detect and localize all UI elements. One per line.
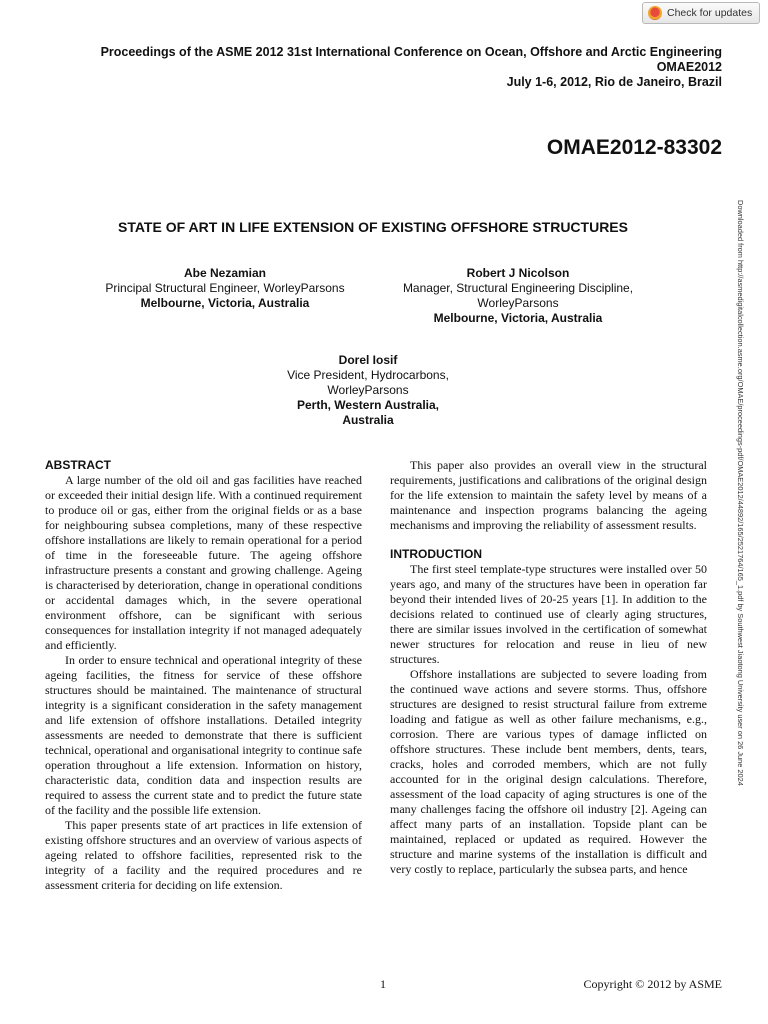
introduction-heading: INTRODUCTION	[390, 547, 482, 561]
author-role: Principal Structural Engineer, WorleyParsons	[105, 281, 345, 295]
author-name: Abe Nezamian	[183, 266, 267, 280]
author-name: Robert J Nicolson	[466, 266, 570, 280]
author-location-line2: Australia	[342, 413, 394, 427]
author-block-1	[90, 266, 360, 311]
right-column	[390, 458, 707, 877]
conference-abbrev: OMAE2012	[656, 60, 722, 74]
abstract-paragraph: This paper presents state of art practices in life extension of existing offshore structures and an overview of various aspects of ageing related to offshore facilities, represented risk to the integrity of a facility and the required procedures and re assessment criteria for deciding on life extension.	[45, 818, 362, 892]
download-watermark	[733, 200, 747, 820]
crossmark-icon	[648, 6, 662, 20]
author-location: Melbourne, Victoria, Australia	[140, 296, 310, 310]
abstract-heading: ABSTRACT	[45, 458, 111, 472]
author-role-line1: Manager, Structural Engineering Discipline,	[402, 281, 634, 295]
author-role-line2: WorleyParsons	[327, 383, 409, 397]
author-location-line1: Perth, Western Australia,	[296, 398, 440, 412]
abstract-paragraph: A large number of the old oil and gas facilities have reached or exceeded their initial design life. With a continued requirement to produce oil or gas, either from the original fields or as a base for neighbouring subsea completions, many of these respective offshore installations are likely to remain operational for a period of time in the foreseeable future. The ageing offshore infrastructure presents a constant and growing challenge. Ageing is characterised by deterioration, change in operational conditions or accidental damages which, in the severe operational environment offshore, can be significant with serious consequences for installation integrity if not managed adequately and efficiently.	[45, 473, 362, 652]
check-for-updates-label: Check for updates	[667, 7, 753, 19]
proceedings-title: Proceedings of the ASME 2012 31st International Conference on Ocean, Offshore and Arctic Engineering	[100, 45, 722, 59]
author-role-line1: Vice President, Hydrocarbons,	[287, 368, 449, 382]
paper-title: STATE OF ART IN LIFE EXTENSION OF EXISTING OFFSHORE STRUCTURES	[118, 219, 628, 235]
author-block-2	[380, 266, 656, 326]
page-number: 1	[380, 977, 386, 991]
conference-date-location: July 1-6, 2012, Rio de Janeiro, Brazil	[506, 75, 722, 89]
check-for-updates-button[interactable]	[642, 2, 760, 24]
author-location: Melbourne, Victoria, Australia	[433, 311, 603, 325]
introduction-paragraph: Offshore installations are subjected to severe loading from the continued wave actions and severe storms. Thus, offshore structures are designed to resist structural failure from extreme loading and fatigue as well as other failure mechanisms, e.g., corrosion. There are various types of damage inflicted on offshore structures. These include bent members, dents, tears, cracks, holes and corroded members, which are not fully accounted for in the original design calculations. Therefore, assessment of the load capacity of aging structures is one of the many challenges facing the offshore oil industry [2]. Ageing can affect many parts of an installation. Topside plant can be maintained, replaced or updated as required. However the structure and marine systems of the installation is difficult and very costly to replace, particularly the subsea parts, and hence	[390, 667, 707, 876]
author-role-line2: WorleyParsons	[477, 296, 559, 310]
paper-id: OMAE2012-83302	[546, 136, 722, 159]
download-watermark-text: Downloaded from http://asmedigitalcollection.asme.org/OMAE/proceedings-pdf/OMAE2012/44892/165/2521764/165_1.pdf by Southwest Jiaotong University user on 26 June 2024	[736, 200, 745, 786]
introduction-paragraph: The first steel template-type structures were installed over 50 years ago, and many of the structures have been in operation far beyond their intended lives of 20-25 years [1]. In addition to the decisions related to continued use of clearly aging structures, there are similar issues involved in the certification of somewhat newer structures for relocation and reuse in lieu of new structures.	[390, 562, 707, 666]
author-block-3	[248, 353, 488, 428]
left-column	[45, 458, 362, 893]
proceedings-header	[101, 45, 722, 90]
author-name: Dorel Iosif	[338, 353, 398, 367]
abstract-paragraph-continued: This paper also provides an overall view in the structural requirements, justifications and calibrations of the original design for the life extension to maintain the safety level by means of a maintenance and inspection programs balancing the ageing mechanisms and improving the reliability of assessment results.	[390, 458, 707, 532]
abstract-paragraph: In order to ensure technical and operational integrity of these ageing facilities, the fitness for service of these offshore structures should be maintained. The maintenance of structural integrity is a significant consideration in the safety management and life extension of offshore installations. Detailed integrity assessments are needed to demonstrate that there is sufficient technical, operational and organisational integrity to continue safe operation throughout a life extension. Information on history, characteristic data, condition data and inspection results are required to assess the current state and to predict the future state of the facility and the possible life extension.	[45, 653, 363, 817]
copyright-notice: Copyright © 2012 by ASME	[583, 977, 722, 991]
